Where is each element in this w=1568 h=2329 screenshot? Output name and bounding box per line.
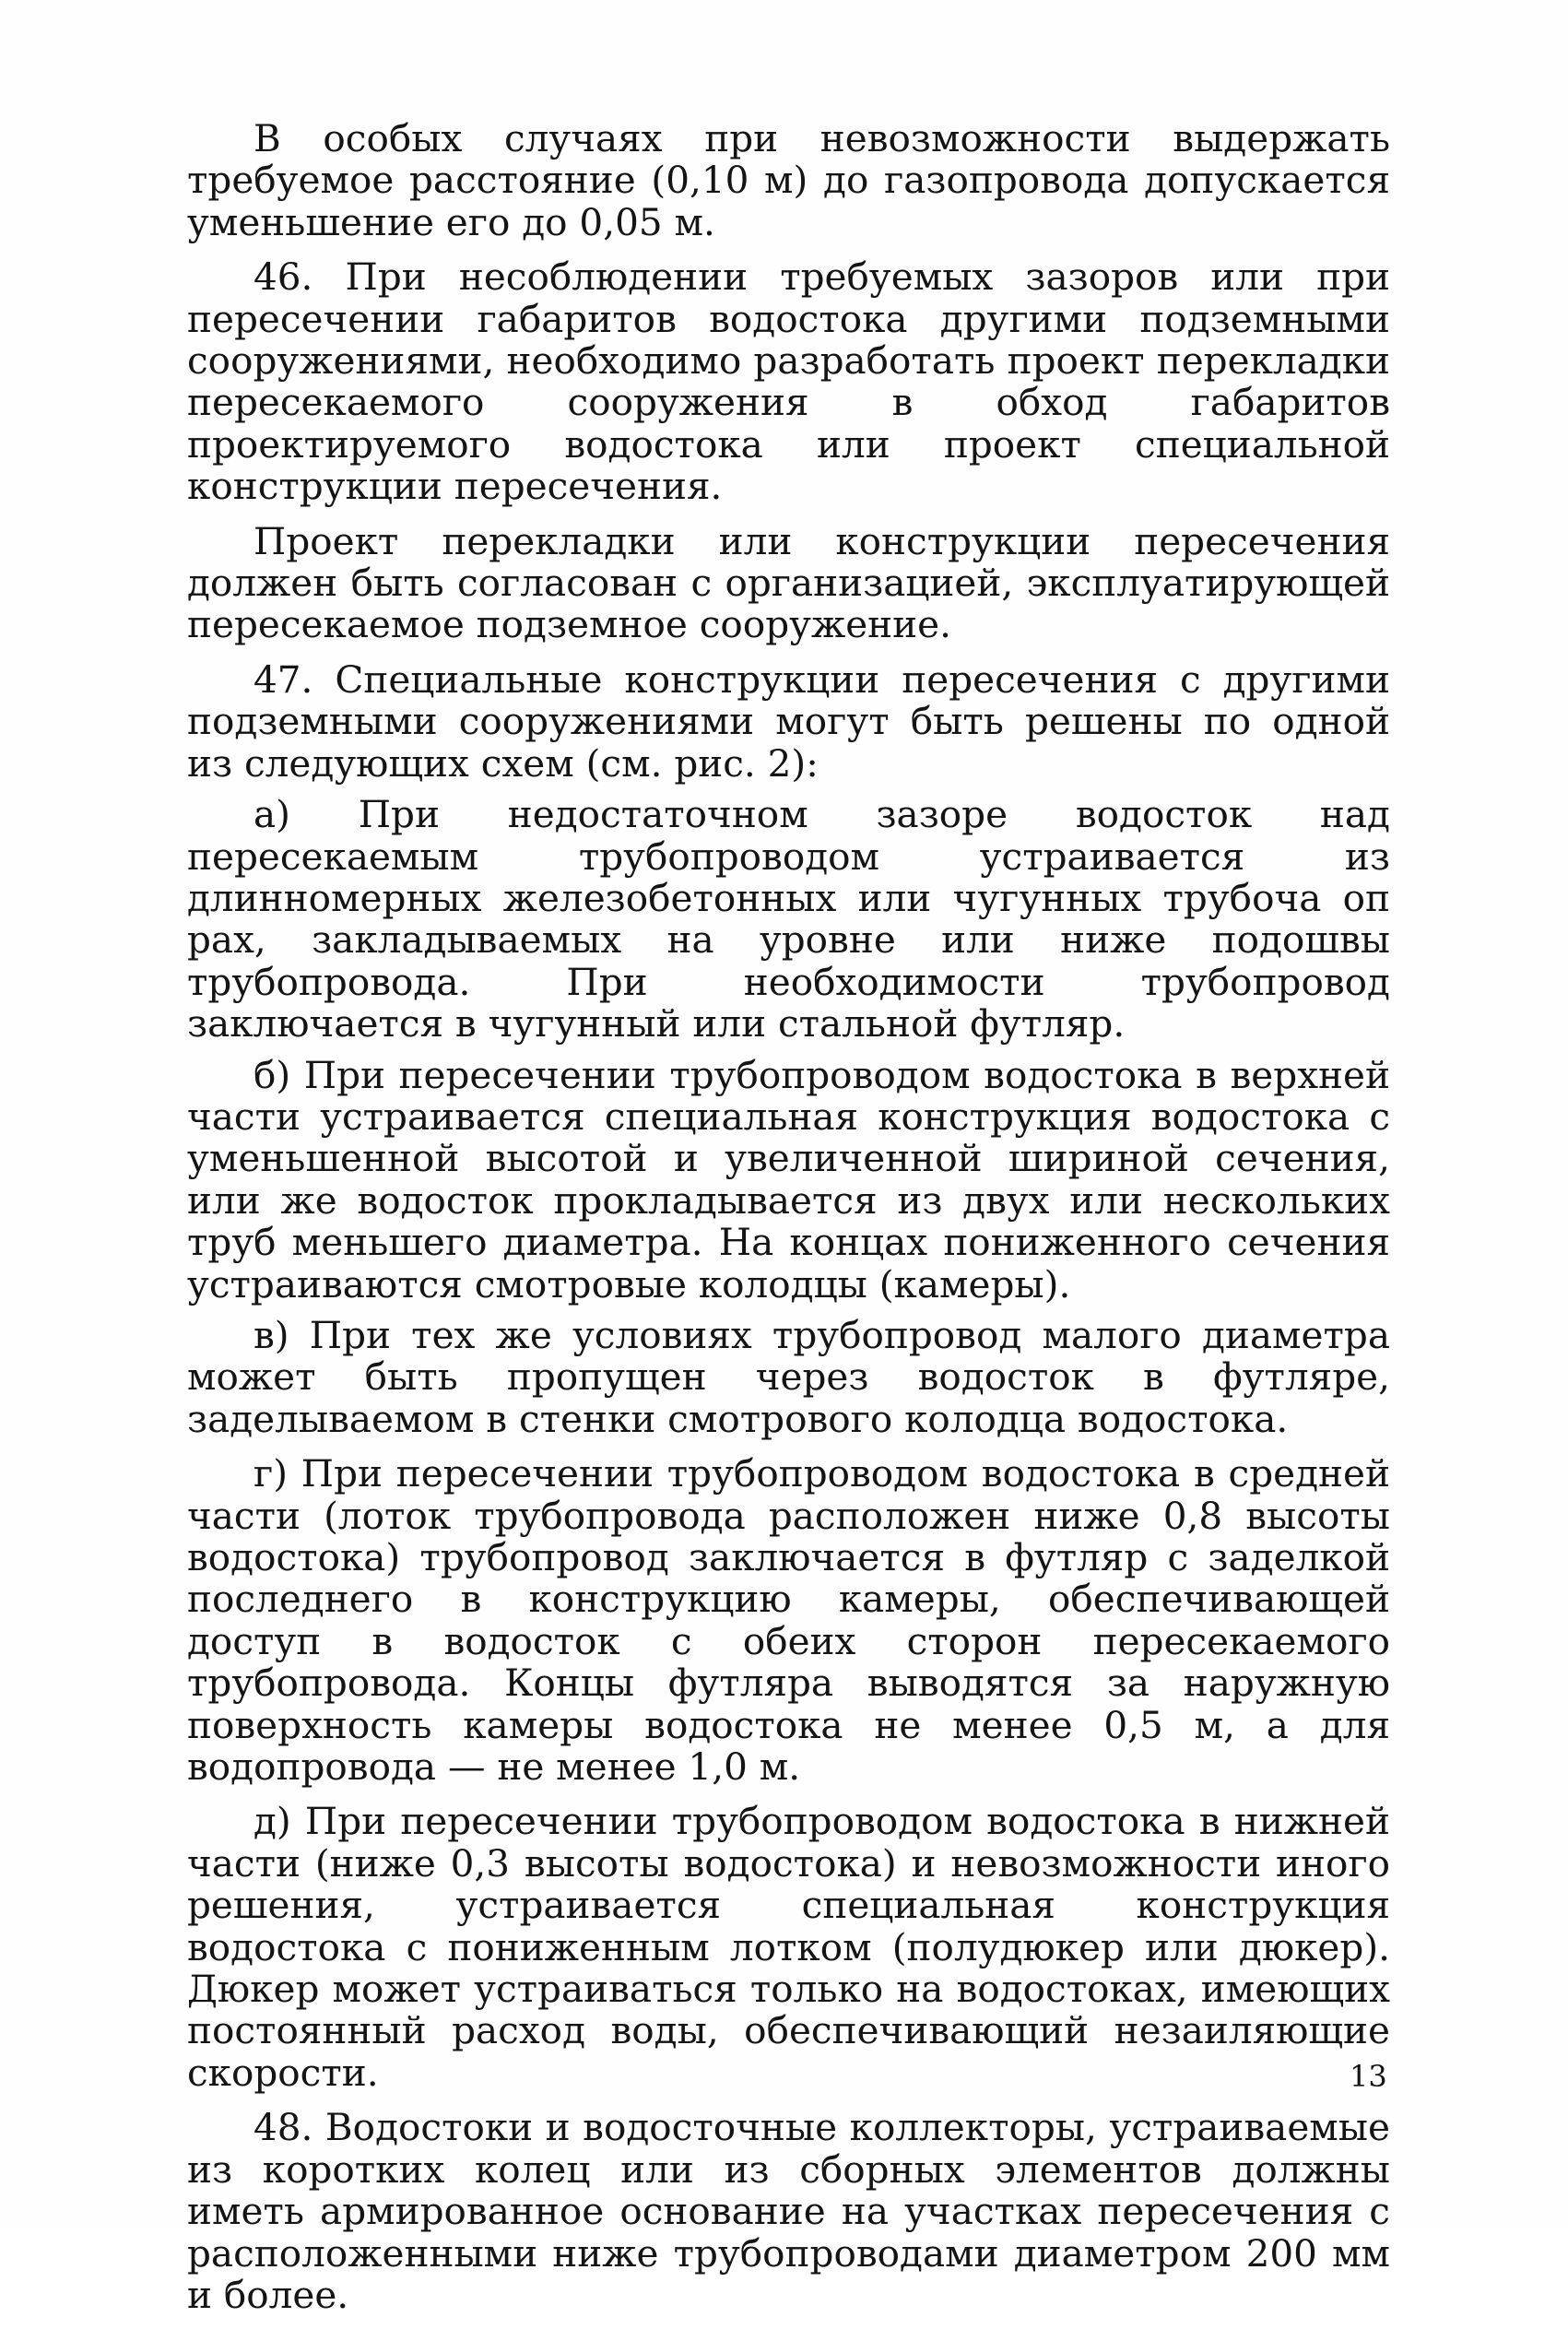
body-text <box>187 118 1390 2329</box>
paragraph-48: 48. Водостоки и водосточные коллекторы, устраиваемые из коротких колец или из сборных элементов должны иметь армированное основание на участках пересечения с расположенными ниже трубопроводами диаметром 200 мм и более. <box>187 2105 1390 2317</box>
paragraph-47-b: б) При пересечении трубопроводом водостока в верхней части устраивается специальная конструкция водостока с уменьшенной высотой и увеличенной шириной сечения, или же водосток прокладывается из двух или нескольких труб меньшего диаметра. На концах пониженного сечения устраиваются смотровые колодцы (камеры). <box>187 1052 1390 1306</box>
paragraph-46-approval: Проект перекладки или конструкции пересечения должен быть согласован с организацией, эксплуатирующей пересекаемое подземное сооружение. <box>187 518 1390 647</box>
paragraph-47-a: а) При недостаточном зазоре водосток над пересекаемым трубопроводом устраивается из длинномерных железобетонных или чугунных трубоча оп рах, закладываемых на уровне или ниже подошвы трубопровода. При необходимости трубопровод заключается в чугунный или стальной футляр. <box>187 792 1390 1046</box>
paragraph-gas-distance: В особых случаях при невозможности выдержать требуемое расстояние (0,10 м) до газопровода допускается уменьшение его до 0,05 м. <box>187 116 1390 244</box>
paragraph-47-v: в) При тех же условиях трубопровод малого диаметра может быть пропущен через водосток в футляре, заделываемом в стенки смотрового колодца водостока. <box>187 1312 1390 1441</box>
paragraph-47: 47. Специальные конструкции пересечения с другими подземными сооружениями могут быть решены по одной из следующих схем (см. рис. 2): <box>187 656 1390 786</box>
page-number: 13 <box>1350 2059 1387 2094</box>
paragraph-46: 46. При несоблюдении требуемых зазоров или при пересечении габаритов водостока другими подземными сооружениями, необходимо разработать проект перекладки пересекаемого сооружения в обход габаритов проектируемого водостока или проект специальной конструкции пересечения. <box>187 254 1390 509</box>
paragraph-47-g: г) При пересечении трубопроводом водостока в средней части (лоток трубопровода расположен ниже 0,8 высоты водостока) трубопровод заключается в футляр с заделкой последнего в конструкцию камеры, обеспечивающей доступ в водосток с обеих сторон пересекаемого трубопровода. Концы футляра выводятся за наружную поверхность камеры водостока не менее 0,5 м, а для водопровода — не менее 1,0 м. <box>187 1451 1390 1790</box>
paragraph-47-d: д) При пересечении трубопроводом водостока в нижней части (ниже 0,3 высоты водостока) и невозможности иного решения, устраивается специальная конструкция водостока с пониженным лотком (полудюкер или дюкер). Дюкер может устраиваться только на водостоках, имеющих постоянный расход воды, обеспечивающий незаиляющие скорости. <box>187 1799 1390 2095</box>
